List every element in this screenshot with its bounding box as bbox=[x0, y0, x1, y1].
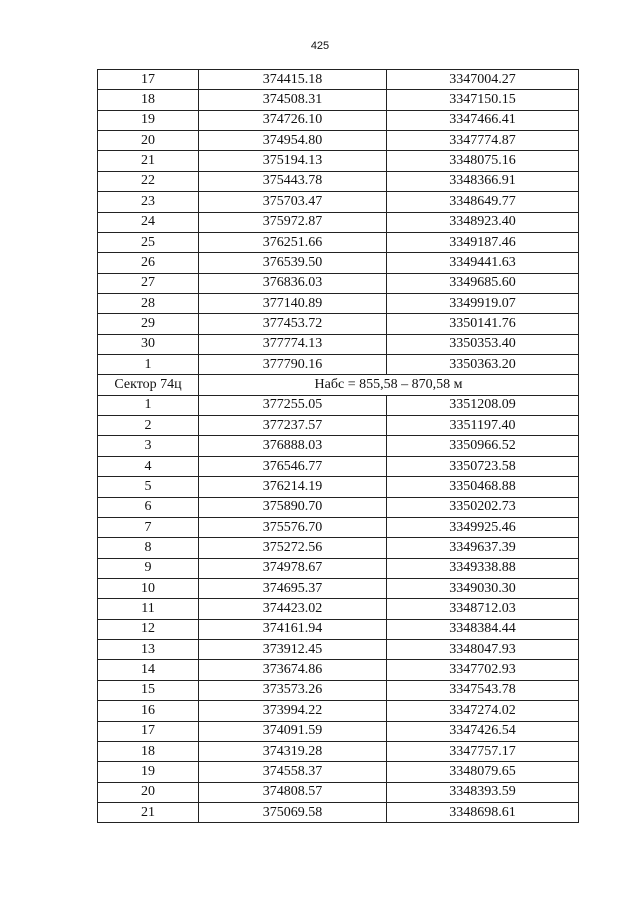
table-row bbox=[98, 680, 579, 700]
y-coordinate-cell: 3351208.09 bbox=[387, 395, 579, 415]
y-coordinate-cell: 3349685.60 bbox=[387, 273, 579, 293]
table-row bbox=[98, 273, 579, 293]
x-coordinate-cell: 374695.37 bbox=[199, 578, 387, 598]
x-coordinate-cell: 377237.57 bbox=[199, 416, 387, 436]
y-coordinate-cell: 3347757.17 bbox=[387, 741, 579, 761]
x-coordinate-cell: 374726.10 bbox=[199, 110, 387, 130]
y-coordinate-cell: 3347150.15 bbox=[387, 90, 579, 110]
y-coordinate-cell: 3349030.30 bbox=[387, 578, 579, 598]
table-row bbox=[98, 497, 579, 517]
x-coordinate-cell: 376214.19 bbox=[199, 477, 387, 497]
point-number-cell: 15 bbox=[98, 680, 199, 700]
table-row bbox=[98, 640, 579, 660]
point-number-cell: 21 bbox=[98, 151, 199, 171]
point-number-cell: 28 bbox=[98, 293, 199, 313]
section-header-row bbox=[98, 375, 579, 395]
x-coordinate-cell: 375890.70 bbox=[199, 497, 387, 517]
table-row bbox=[98, 212, 579, 232]
table-row bbox=[98, 660, 579, 680]
table-row bbox=[98, 192, 579, 212]
x-coordinate-cell: 376888.03 bbox=[199, 436, 387, 456]
point-number-cell: 6 bbox=[98, 497, 199, 517]
y-coordinate-cell: 3348075.16 bbox=[387, 151, 579, 171]
table-row bbox=[98, 416, 579, 436]
table-row bbox=[98, 232, 579, 252]
point-number-cell: 14 bbox=[98, 660, 199, 680]
x-coordinate-cell: 376251.66 bbox=[199, 232, 387, 252]
x-coordinate-cell: 374423.02 bbox=[199, 599, 387, 619]
y-coordinate-cell: 3348047.93 bbox=[387, 640, 579, 660]
table-row bbox=[98, 314, 579, 334]
x-coordinate-cell: 373674.86 bbox=[199, 660, 387, 680]
point-number-cell: 16 bbox=[98, 701, 199, 721]
x-coordinate-cell: 374954.80 bbox=[199, 131, 387, 151]
y-coordinate-cell: 3350202.73 bbox=[387, 497, 579, 517]
x-coordinate-cell: 373994.22 bbox=[199, 701, 387, 721]
y-coordinate-cell: 3350966.52 bbox=[387, 436, 579, 456]
x-coordinate-cell: 374558.37 bbox=[199, 762, 387, 782]
y-coordinate-cell: 3349919.07 bbox=[387, 293, 579, 313]
point-number-cell: 9 bbox=[98, 558, 199, 578]
table-row bbox=[98, 253, 579, 273]
table-body-before bbox=[98, 70, 579, 375]
point-number-cell: 20 bbox=[98, 131, 199, 151]
x-coordinate-cell: 376546.77 bbox=[199, 456, 387, 476]
x-coordinate-cell: 374415.18 bbox=[199, 70, 387, 90]
x-coordinate-cell: 377774.13 bbox=[199, 334, 387, 354]
point-number-cell: 13 bbox=[98, 640, 199, 660]
table-row bbox=[98, 721, 579, 741]
y-coordinate-cell: 3349441.63 bbox=[387, 253, 579, 273]
x-coordinate-cell: 374319.28 bbox=[199, 741, 387, 761]
point-number-cell: 7 bbox=[98, 517, 199, 537]
table-row bbox=[98, 110, 579, 130]
y-coordinate-cell: 3350353.40 bbox=[387, 334, 579, 354]
point-number-cell: 19 bbox=[98, 110, 199, 130]
y-coordinate-cell: 3348366.91 bbox=[387, 171, 579, 191]
x-coordinate-cell: 374161.94 bbox=[199, 619, 387, 639]
x-coordinate-cell: 377140.89 bbox=[199, 293, 387, 313]
section-height-range: Набс = 855,58 – 870,58 м bbox=[199, 375, 579, 395]
table-row bbox=[98, 701, 579, 721]
point-number-cell: 8 bbox=[98, 538, 199, 558]
point-number-cell: 1 bbox=[98, 355, 199, 375]
y-coordinate-cell: 3350723.58 bbox=[387, 456, 579, 476]
x-coordinate-cell: 377453.72 bbox=[199, 314, 387, 334]
table-row bbox=[98, 619, 579, 639]
y-coordinate-cell: 3351197.40 bbox=[387, 416, 579, 436]
x-coordinate-cell: 375972.87 bbox=[199, 212, 387, 232]
table-row bbox=[98, 70, 579, 90]
table-row bbox=[98, 538, 579, 558]
point-number-cell: 19 bbox=[98, 762, 199, 782]
table-row bbox=[98, 599, 579, 619]
point-number-cell: 25 bbox=[98, 232, 199, 252]
x-coordinate-cell: 375194.13 bbox=[199, 151, 387, 171]
y-coordinate-cell: 3347274.02 bbox=[387, 701, 579, 721]
point-number-cell: 5 bbox=[98, 477, 199, 497]
y-coordinate-cell: 3347426.54 bbox=[387, 721, 579, 741]
y-coordinate-cell: 3348384.44 bbox=[387, 619, 579, 639]
point-number-cell: 11 bbox=[98, 599, 199, 619]
point-number-cell: 18 bbox=[98, 90, 199, 110]
table-row bbox=[98, 477, 579, 497]
point-number-cell: 21 bbox=[98, 802, 199, 822]
table-row bbox=[98, 802, 579, 822]
y-coordinate-cell: 3347774.87 bbox=[387, 131, 579, 151]
point-number-cell: 17 bbox=[98, 70, 199, 90]
page-number: 425 bbox=[310, 40, 330, 52]
table-row bbox=[98, 578, 579, 598]
x-coordinate-cell: 376539.50 bbox=[199, 253, 387, 273]
point-number-cell: 24 bbox=[98, 212, 199, 232]
point-number-cell: 17 bbox=[98, 721, 199, 741]
y-coordinate-cell: 3349187.46 bbox=[387, 232, 579, 252]
y-coordinate-cell: 3348698.61 bbox=[387, 802, 579, 822]
x-coordinate-cell: 377255.05 bbox=[199, 395, 387, 415]
point-number-cell: 4 bbox=[98, 456, 199, 476]
point-number-cell: 18 bbox=[98, 741, 199, 761]
y-coordinate-cell: 3348712.03 bbox=[387, 599, 579, 619]
table-row bbox=[98, 558, 579, 578]
x-coordinate-cell: 375576.70 bbox=[199, 517, 387, 537]
table-row bbox=[98, 782, 579, 802]
point-number-cell: 10 bbox=[98, 578, 199, 598]
coordinates-table bbox=[97, 69, 579, 823]
y-coordinate-cell: 3349925.46 bbox=[387, 517, 579, 537]
table-body-after bbox=[98, 395, 579, 823]
table-row bbox=[98, 334, 579, 354]
table-row bbox=[98, 762, 579, 782]
x-coordinate-cell: 374808.57 bbox=[199, 782, 387, 802]
y-coordinate-cell: 3349338.88 bbox=[387, 558, 579, 578]
point-number-cell: 23 bbox=[98, 192, 199, 212]
table-row bbox=[98, 131, 579, 151]
point-number-cell: 26 bbox=[98, 253, 199, 273]
x-coordinate-cell: 373912.45 bbox=[199, 640, 387, 660]
x-coordinate-cell: 373573.26 bbox=[199, 680, 387, 700]
y-coordinate-cell: 3348393.59 bbox=[387, 782, 579, 802]
point-number-cell: 1 bbox=[98, 395, 199, 415]
point-number-cell: 29 bbox=[98, 314, 199, 334]
y-coordinate-cell: 3348079.65 bbox=[387, 762, 579, 782]
table-row bbox=[98, 741, 579, 761]
table-row bbox=[98, 436, 579, 456]
x-coordinate-cell: 377790.16 bbox=[199, 355, 387, 375]
point-number-cell: 2 bbox=[98, 416, 199, 436]
point-number-cell: 30 bbox=[98, 334, 199, 354]
x-coordinate-cell: 376836.03 bbox=[199, 273, 387, 293]
table-row bbox=[98, 355, 579, 375]
table-row bbox=[98, 456, 579, 476]
point-number-cell: 20 bbox=[98, 782, 199, 802]
section-header-body bbox=[98, 375, 579, 395]
y-coordinate-cell: 3348649.77 bbox=[387, 192, 579, 212]
y-coordinate-cell: 3350363.20 bbox=[387, 355, 579, 375]
point-number-cell: 27 bbox=[98, 273, 199, 293]
y-coordinate-cell: 3347004.27 bbox=[387, 70, 579, 90]
table-row bbox=[98, 517, 579, 537]
y-coordinate-cell: 3347466.41 bbox=[387, 110, 579, 130]
x-coordinate-cell: 375069.58 bbox=[199, 802, 387, 822]
y-coordinate-cell: 3350468.88 bbox=[387, 477, 579, 497]
point-number-cell: 22 bbox=[98, 171, 199, 191]
point-number-cell: 3 bbox=[98, 436, 199, 456]
x-coordinate-cell: 375272.56 bbox=[199, 538, 387, 558]
x-coordinate-cell: 374091.59 bbox=[199, 721, 387, 741]
table-row bbox=[98, 171, 579, 191]
point-number-cell: 12 bbox=[98, 619, 199, 639]
x-coordinate-cell: 374978.67 bbox=[199, 558, 387, 578]
y-coordinate-cell: 3350141.76 bbox=[387, 314, 579, 334]
x-coordinate-cell: 374508.31 bbox=[199, 90, 387, 110]
y-coordinate-cell: 3349637.39 bbox=[387, 538, 579, 558]
table-row bbox=[98, 151, 579, 171]
table-row bbox=[98, 90, 579, 110]
section-label: Сектор 74ц bbox=[98, 375, 199, 395]
y-coordinate-cell: 3347543.78 bbox=[387, 680, 579, 700]
x-coordinate-cell: 375443.78 bbox=[199, 171, 387, 191]
x-coordinate-cell: 375703.47 bbox=[199, 192, 387, 212]
y-coordinate-cell: 3348923.40 bbox=[387, 212, 579, 232]
table-row bbox=[98, 293, 579, 313]
table-row bbox=[98, 395, 579, 415]
y-coordinate-cell: 3347702.93 bbox=[387, 660, 579, 680]
